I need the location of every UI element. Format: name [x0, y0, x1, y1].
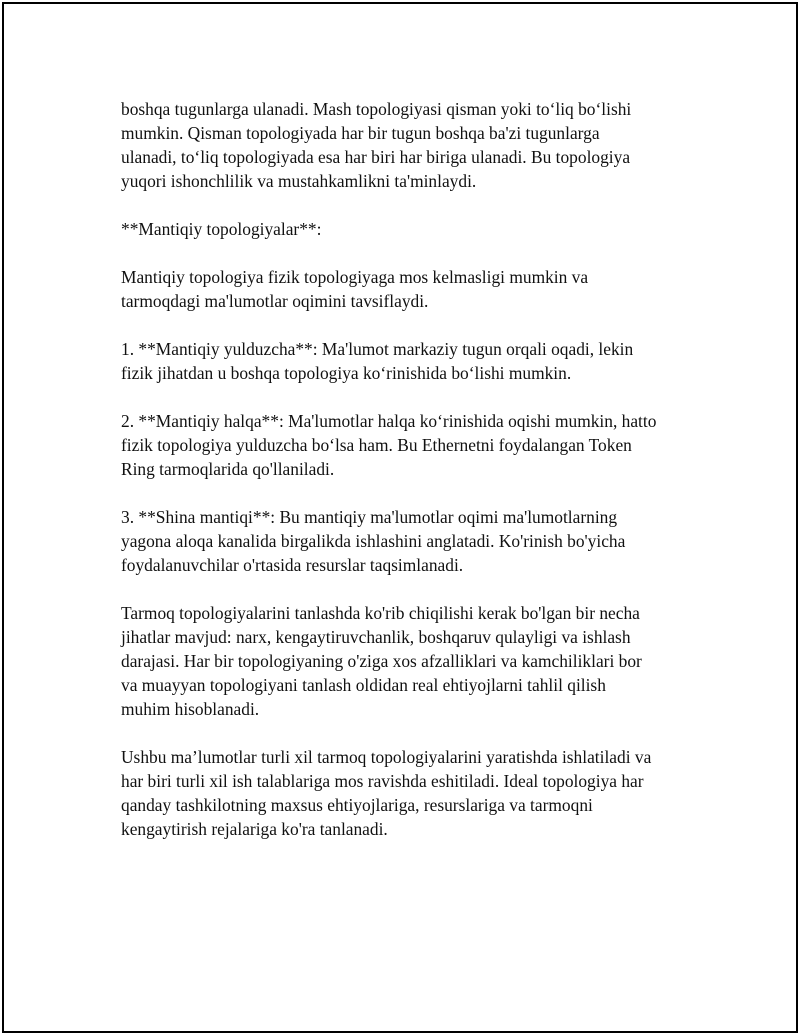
text-line: **Mantiqiy topologiyalar**: — [121, 219, 322, 239]
text-line: tarmoqdagi ma'lumotlar oqimini tavsiflaydi. — [121, 291, 429, 311]
paragraph-mesh-topology — [121, 97, 711, 193]
text-line: 3. **Shina mantiqi**: Bu mantiqiy ma'lumotlar oqimi ma'lumotlarning — [121, 507, 618, 527]
list-item-logical-star — [121, 337, 711, 385]
text-line: muhim hisoblanadi. — [121, 699, 260, 719]
text-line: va muayyan topologiyani tanlash oldidan real ehtiyojlarni tahlil qilish — [121, 675, 606, 695]
text-line: boshqa tugunlarga ulanadi. Mash topologiyasi qisman yoki to‘liq bo‘lishi — [121, 99, 632, 119]
text-line: fizik jihatdan u boshqa topologiya ko‘rinishida bo‘lishi mumkin. — [121, 363, 572, 383]
paragraph-conclusion — [121, 745, 711, 841]
text-line: yagona aloqa kanalida birgalikda ishlashini anglatadi. Ko'rinish bo'yicha — [121, 531, 626, 551]
paragraph-selection-criteria — [121, 601, 711, 721]
text-line: jihatlar mavjud: narx, kengaytiruvchanlik, boshqaruv qulayligi va ishlash — [121, 627, 631, 647]
text-line: Mantiqiy topologiya fizik topologiyaga mos kelmasligi mumkin va — [121, 267, 589, 287]
list-item-logical-bus — [121, 505, 711, 577]
text-line: Tarmoq topologiyalarini tanlashda ko'rib chiqilishi kerak bo'lgan bir necha — [121, 603, 640, 623]
text-line: 1. **Mantiqiy yulduzcha**: Ma'lumot markaziy tugun orqali oqadi, lekin — [121, 339, 634, 359]
text-line: ulanadi, to‘liq topologiyada esa har biri har biriga ulanadi. Bu topologiya — [121, 147, 631, 167]
section-heading-logical-topologies — [121, 217, 711, 241]
text-line: Ring tarmoqlarida qo'llaniladi. — [121, 459, 335, 479]
list-item-logical-ring — [121, 409, 711, 481]
page-frame — [2, 2, 798, 1033]
text-line: Ushbu ma’lumotlar turli xil tarmoq topologiyalarini yaratishda ishlatiladi va — [121, 747, 652, 767]
text-line: kengaytirish rejalariga ko'ra tanlanadi. — [121, 819, 388, 839]
text-line: fizik topologiya yulduzcha bo‘lsa ham. Bu Ethernetni foydalangan Token — [121, 435, 632, 455]
document-body — [121, 97, 711, 865]
text-line: 2. **Mantiqiy halqa**: Ma'lumotlar halqa ko‘rinishida oqishi mumkin, hatto — [121, 411, 657, 431]
paragraph-logical-intro — [121, 265, 711, 313]
text-line: qanday tashkilotning maxsus ehtiyojlariga, resurslariga va tarmoqni — [121, 795, 593, 815]
text-line: darajasi. Har bir topologiyaning o'ziga xos afzalliklari va kamchiliklari bor — [121, 651, 642, 671]
text-line: foydalanuvchilar o'rtasida resurslar taqsimlanadi. — [121, 555, 464, 575]
text-line: har biri turli xil ish talablariga mos ravishda eshitiladi. Ideal topologiya har — [121, 771, 644, 791]
text-line: mumkin. Qisman topologiyada har bir tugun boshqa ba'zi tugunlarga — [121, 123, 600, 143]
text-line: yuqori ishonchlilik va mustahkamlikni ta'minlaydi. — [121, 171, 477, 191]
